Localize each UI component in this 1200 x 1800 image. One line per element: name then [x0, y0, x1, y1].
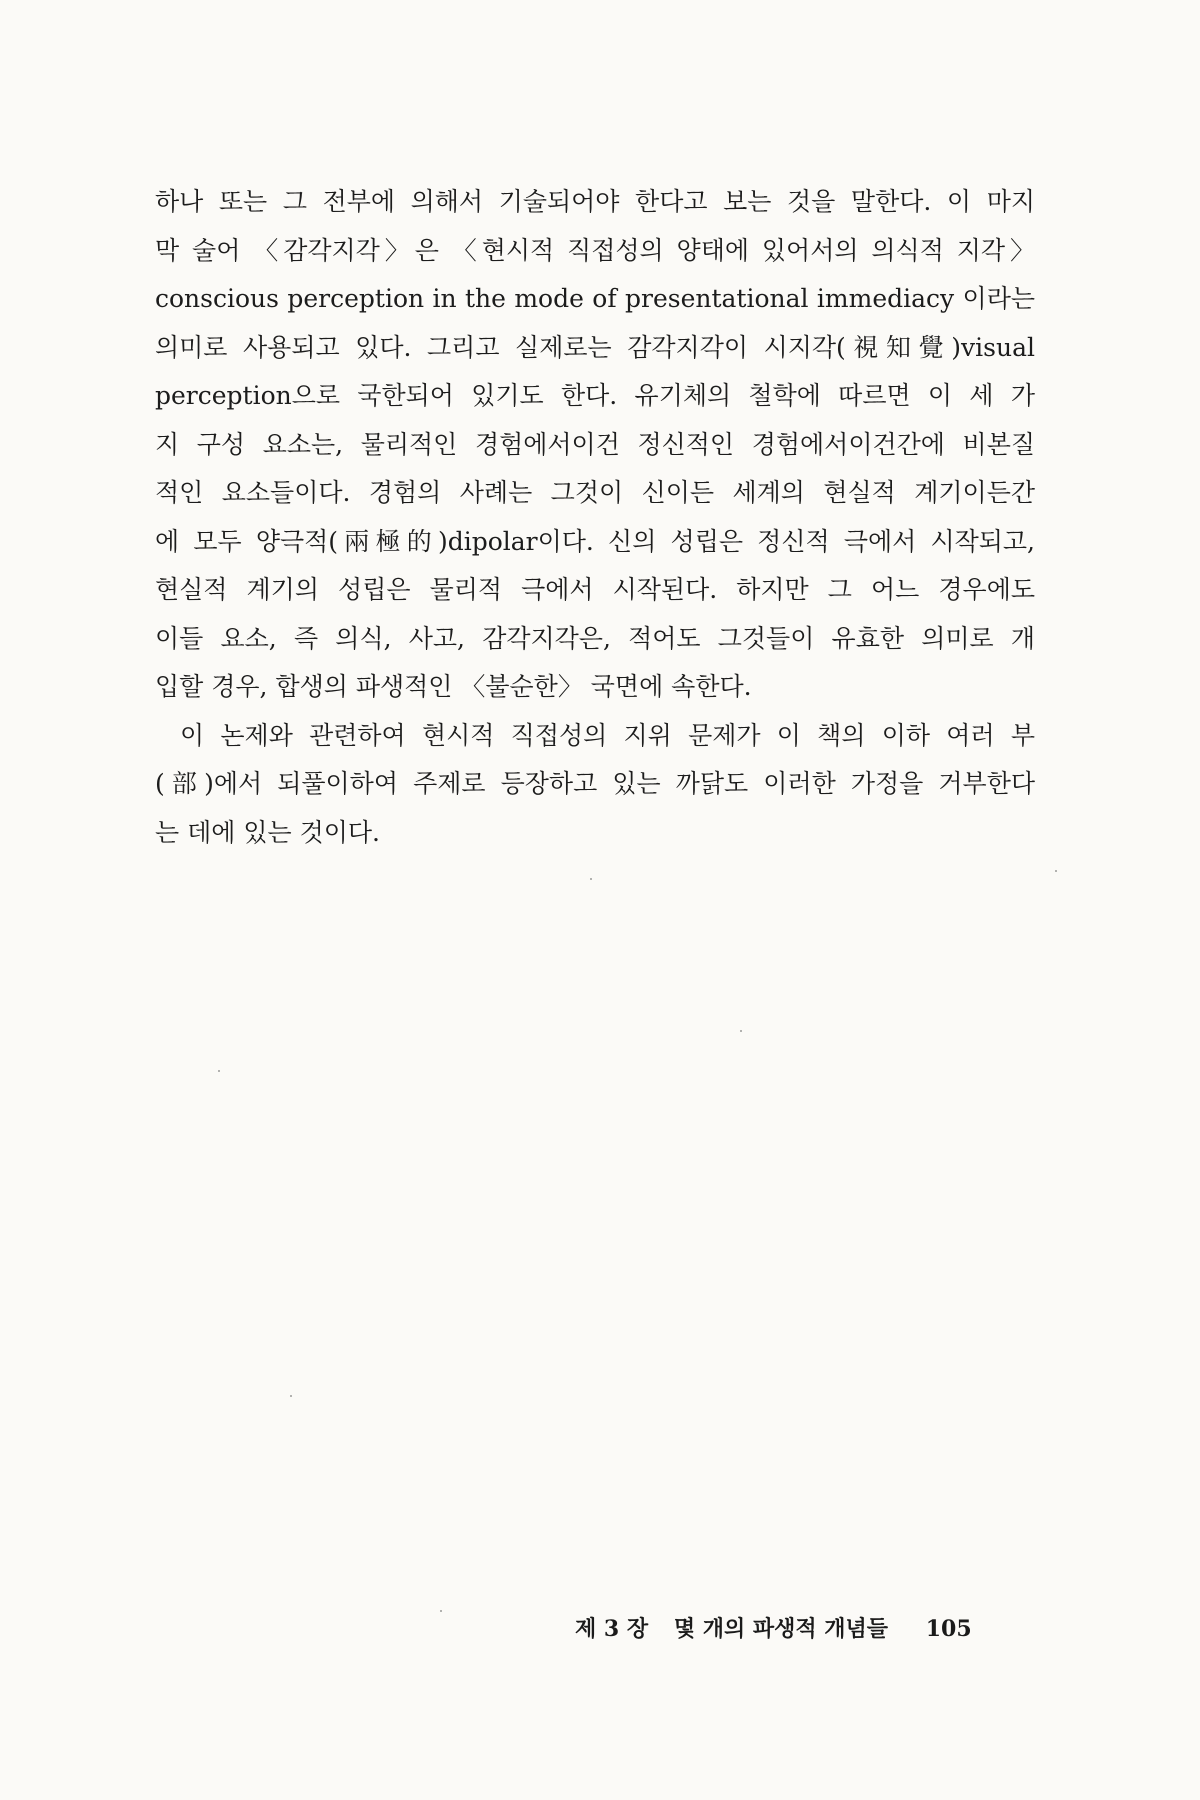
- text-line: 에 모두 양극적(兩極的)dipolar이다. 신의 성립은 정신적 극에서 시작되고,: [155, 526, 1035, 556]
- text-line: 입할 경우, 합생의 파생적인 〈불순한〉 국면에 속한다.: [155, 672, 752, 701]
- text-line: 막 술어 〈감각지각〉은 〈현시적 직접성의 양태에 있어서의 의식적 지각〉: [155, 235, 1035, 265]
- text-line: 는 데에 있는 것이다.: [155, 817, 380, 847]
- scan-speck: [440, 1610, 442, 1612]
- text-line: 이 논제와 관련하여 현시적 직접성의 지위 문제가 이 책의 이하 여러 부: [180, 720, 1035, 750]
- text-line: 이들 요소, 즉 의식, 사고, 감각지각은, 적어도 그것들이 유효한 의미로 개: [155, 623, 1035, 653]
- text-line: 현실적 계기의 성립은 물리적 극에서 시작된다. 하지만 그 어느 경우에도: [155, 575, 1035, 604]
- chapter-title: 몇 개의 파생적 개념들: [673, 1616, 889, 1642]
- body-text: [155, 178, 1035, 857]
- text-line: conscious perception in the mode of presentational immediacy 이라는: [155, 284, 1035, 313]
- page-number: 105: [925, 1616, 972, 1642]
- text-line: perception으로 국한되어 있기도 한다. 유기체의 철학에 따르면 이 세 가: [155, 381, 1035, 410]
- scan-speck: [740, 1030, 742, 1032]
- chapter-label: 제 3 장: [575, 1616, 649, 1642]
- scan-speck: [1055, 870, 1057, 872]
- page-footer: [575, 1612, 1015, 1643]
- text-line: (部)에서 되풀이하여 주제로 등장하고 있는 까닭도 이러한 가정을 거부한다: [155, 769, 1035, 798]
- scan-speck: [218, 1070, 220, 1072]
- scan-speck: [590, 878, 592, 880]
- text-line: 지 구성 요소는, 물리적인 경험에서이건 정신적인 경험에서이건간에 비본질: [155, 429, 1035, 459]
- text-line: 의미로 사용되고 있다. 그리고 실제로는 감각지각이 시지각(視知覺)visual: [155, 332, 1035, 362]
- text-line: 적인 요소들이다. 경험의 사례는 그것이 신이든 세계의 현실적 계기이든간: [155, 478, 1035, 507]
- text-line: 하나 또는 그 전부에 의해서 기술되어야 한다고 보는 것을 말한다. 이 마지: [155, 187, 1035, 216]
- scan-speck: [290, 1395, 292, 1397]
